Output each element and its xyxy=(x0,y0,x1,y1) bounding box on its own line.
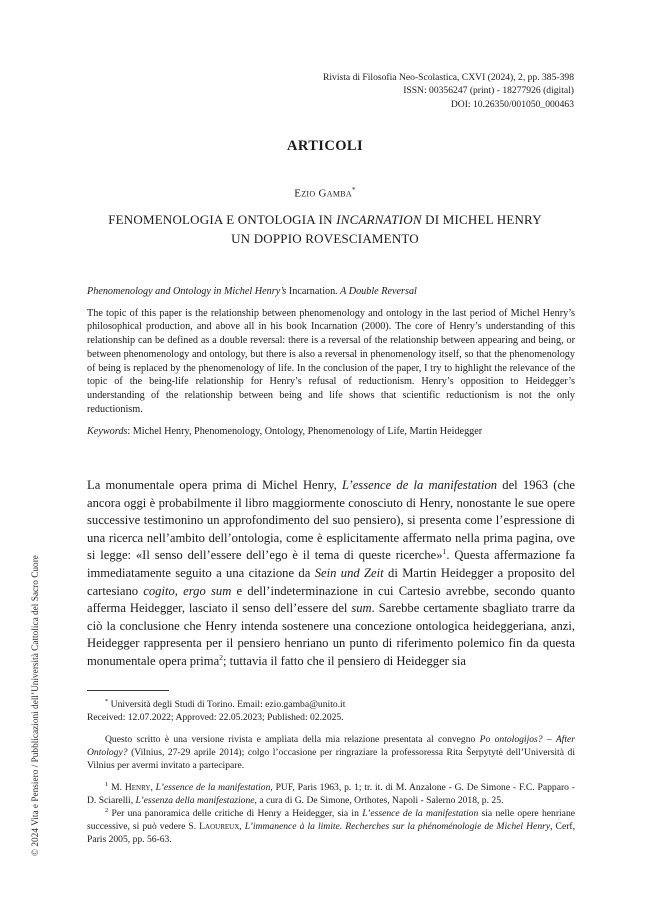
affiliation-text: Università degli Studi di Torino. Email: ezio.gamba@unito.it xyxy=(108,699,346,710)
title-text-b: DI MICHEL HENRY xyxy=(421,212,542,227)
footnote-text: , PUF, Paris 1963, p. 1; tr. it. di M. Anzalone - G. De Simone - F.C. Papparo - D. Sciarelli, xyxy=(87,782,575,806)
body-text: ; tuttavia il fatto che il pensiero di Heidegger sia xyxy=(222,653,466,668)
footnote-text: (Vilnius, 27-29 aprile 2014); colgo l’occasione per ringraziare la professoressa Rita Šerpytytė dell’Università di Vilnius per avermi invitato a partecipare. xyxy=(87,747,575,771)
body-italic: cogito, ergo sum xyxy=(143,583,232,598)
author-line xyxy=(0,186,650,200)
body-paragraph xyxy=(87,477,575,671)
body-text: . Sarebbe certamente sbagliato trarre da ciò la conclusione che Henry intenda sostenere una concezione ontologica heideggeriana, anzi, Heidegger rappresenta per il pensiero henriano un punto di riferimento polemico fin da questa monumentale opera prima xyxy=(87,601,575,668)
footnote-number: 2 xyxy=(105,806,109,814)
footnote-ref-1[interactable]: 1 xyxy=(442,547,447,557)
keywords-text: : Michel Henry, Phenomenology, Ontology, Phenomenology of Life, Martin Heidegger xyxy=(127,426,483,438)
footnote-author: M. Henry xyxy=(111,782,151,793)
footnote-author: S. Laoureux xyxy=(188,821,240,832)
abstract-text: The topic of this paper is the relationship between phenomenology and ontology in the last period of Michel Henry’s philosophical production, and above all in his book Incarnation (2000). The core of Henry’s understanding of this relationship can be defined as a double reversal: there is a reversal of the relationship between appearing and being, or between phenomenology and ontology, but there is also a reversal in phenomenology itself, so that the phenomenology of being is replaced by the phenomenology of life. In the conclusion of the paper, I try to highlight the relevance of the topic of the being-life relationship for Henry’s refusal of reductionism. Henry’s opposition to Heidegger’s understanding of the relationship between being and life shows that scientific reductionism is not the only reductionism. xyxy=(87,307,575,415)
author-name: Ezio Gamba xyxy=(294,187,352,200)
article-title-line1 xyxy=(0,211,650,230)
body-text: di Martin Heidegger a proposito del cartesiano xyxy=(87,565,575,598)
footnote-text: sia nelle opere henriane successive, si può vedere xyxy=(87,808,575,832)
footnote-author-affiliation xyxy=(87,698,575,724)
section-heading: ARTICOLI xyxy=(286,138,363,154)
footnote-text: , a cura di G. De Simone, Orthotes, Napoli - Salerno 2018, p. 25. xyxy=(254,795,504,806)
footnote-italic: L’essence de la manifestation xyxy=(362,808,479,819)
body-italic: Sein und Zeit xyxy=(314,565,384,580)
keywords-label: Keywords xyxy=(87,426,128,438)
footnote-text: Per una panoramica delle critiche di Henry a Heidegger, sia in xyxy=(108,808,363,819)
body-italic: sum xyxy=(351,601,372,616)
body-italic: L’essence de la manifestation xyxy=(341,478,498,492)
footnote-text: , xyxy=(239,821,245,832)
footnote-italic: Po ontologijos? – After Ontology? xyxy=(87,734,575,758)
body-text: La monumentale opera prima di Michel Henry, xyxy=(87,478,342,492)
title-italic: INCARNATION xyxy=(336,212,422,227)
footnote-note xyxy=(87,733,575,772)
footnote-number: 1 xyxy=(105,780,109,788)
received-dates: Received: 12.07.2022; Approved: 22.05.2023; Published: 02.2025. xyxy=(87,712,344,723)
footnote-italic: L’immanence à la limite. Recherches sur la phénoménologie de Michel Henry xyxy=(244,821,551,832)
footnote-italic: L’essenza della manifestazione xyxy=(135,795,255,806)
copyright-notice: © 2024 Vita e Pensiero / Pubblicazioni dell’Università Cattolica del Sacro Cuore xyxy=(31,555,41,856)
footnote-2 xyxy=(87,807,575,846)
abstract-block xyxy=(87,285,575,439)
article-title-line2: UN DOPPIO ROVESCIAMENTO xyxy=(231,230,419,246)
journal-citation: Rivista di Filosofia Neo-Scolastica, CXVI (2024), 2, pp. 385-398 xyxy=(322,72,574,83)
footnote-text: , xyxy=(150,782,156,793)
footnote-ref-2[interactable]: 2 xyxy=(219,652,223,662)
journal-issn: ISSN: 00356247 (print) - 18277926 (digital) xyxy=(403,85,574,97)
author-footnote-mark: * xyxy=(351,186,356,194)
english-title xyxy=(87,285,575,299)
journal-header xyxy=(194,71,574,111)
title-text-a: FENOMENOLOGIA E ONTOLOGIA IN xyxy=(108,212,337,227)
footnote-text: , Cerf, Paris 2005, pp. 56-63. xyxy=(87,821,575,845)
footnote-text: Questo scritto è una versione rivista e ampliata della mia relazione presentata al convegno xyxy=(105,734,480,745)
footnote-1 xyxy=(87,781,575,807)
english-title-b: . A Double Reversal xyxy=(335,286,417,297)
english-title-roman: Incarnation xyxy=(286,286,336,297)
journal-doi: DOI: 10.26350/001050_000463 xyxy=(450,98,574,110)
body-text: . Questa affermazione fa immediatamente seguito a una citazione da xyxy=(87,548,575,580)
footnote-star-mark: * xyxy=(105,697,109,705)
body-text: del 1963 (che ancora oggi è probabilmente il libro maggiormente conosciuto di Henry, nonostante le sue opere successive testimonino un approfondimento del suo pensiero), si presenta come l’espressione di una ricerca nell’ambito dell’ontologia, come è esplicitamente affermato nella prima pagina, ove si legge: «Il senso dell’essere dell’ego è il tema di queste ricerche» xyxy=(87,478,575,563)
keywords xyxy=(87,425,575,439)
footnote-italic: L’essence de la manifestation xyxy=(155,782,271,793)
body-text: e dell’indeterminazione in cui Cartesio avrebbe, secondo quanto afferma Heidegger, lasciato il senso dell’essere del xyxy=(87,583,575,616)
footnote-divider xyxy=(87,690,169,691)
article-title xyxy=(0,211,650,248)
english-title-a: Phenomenology and Ontology in Michel Henry’s xyxy=(87,286,287,297)
footnotes xyxy=(87,698,575,846)
